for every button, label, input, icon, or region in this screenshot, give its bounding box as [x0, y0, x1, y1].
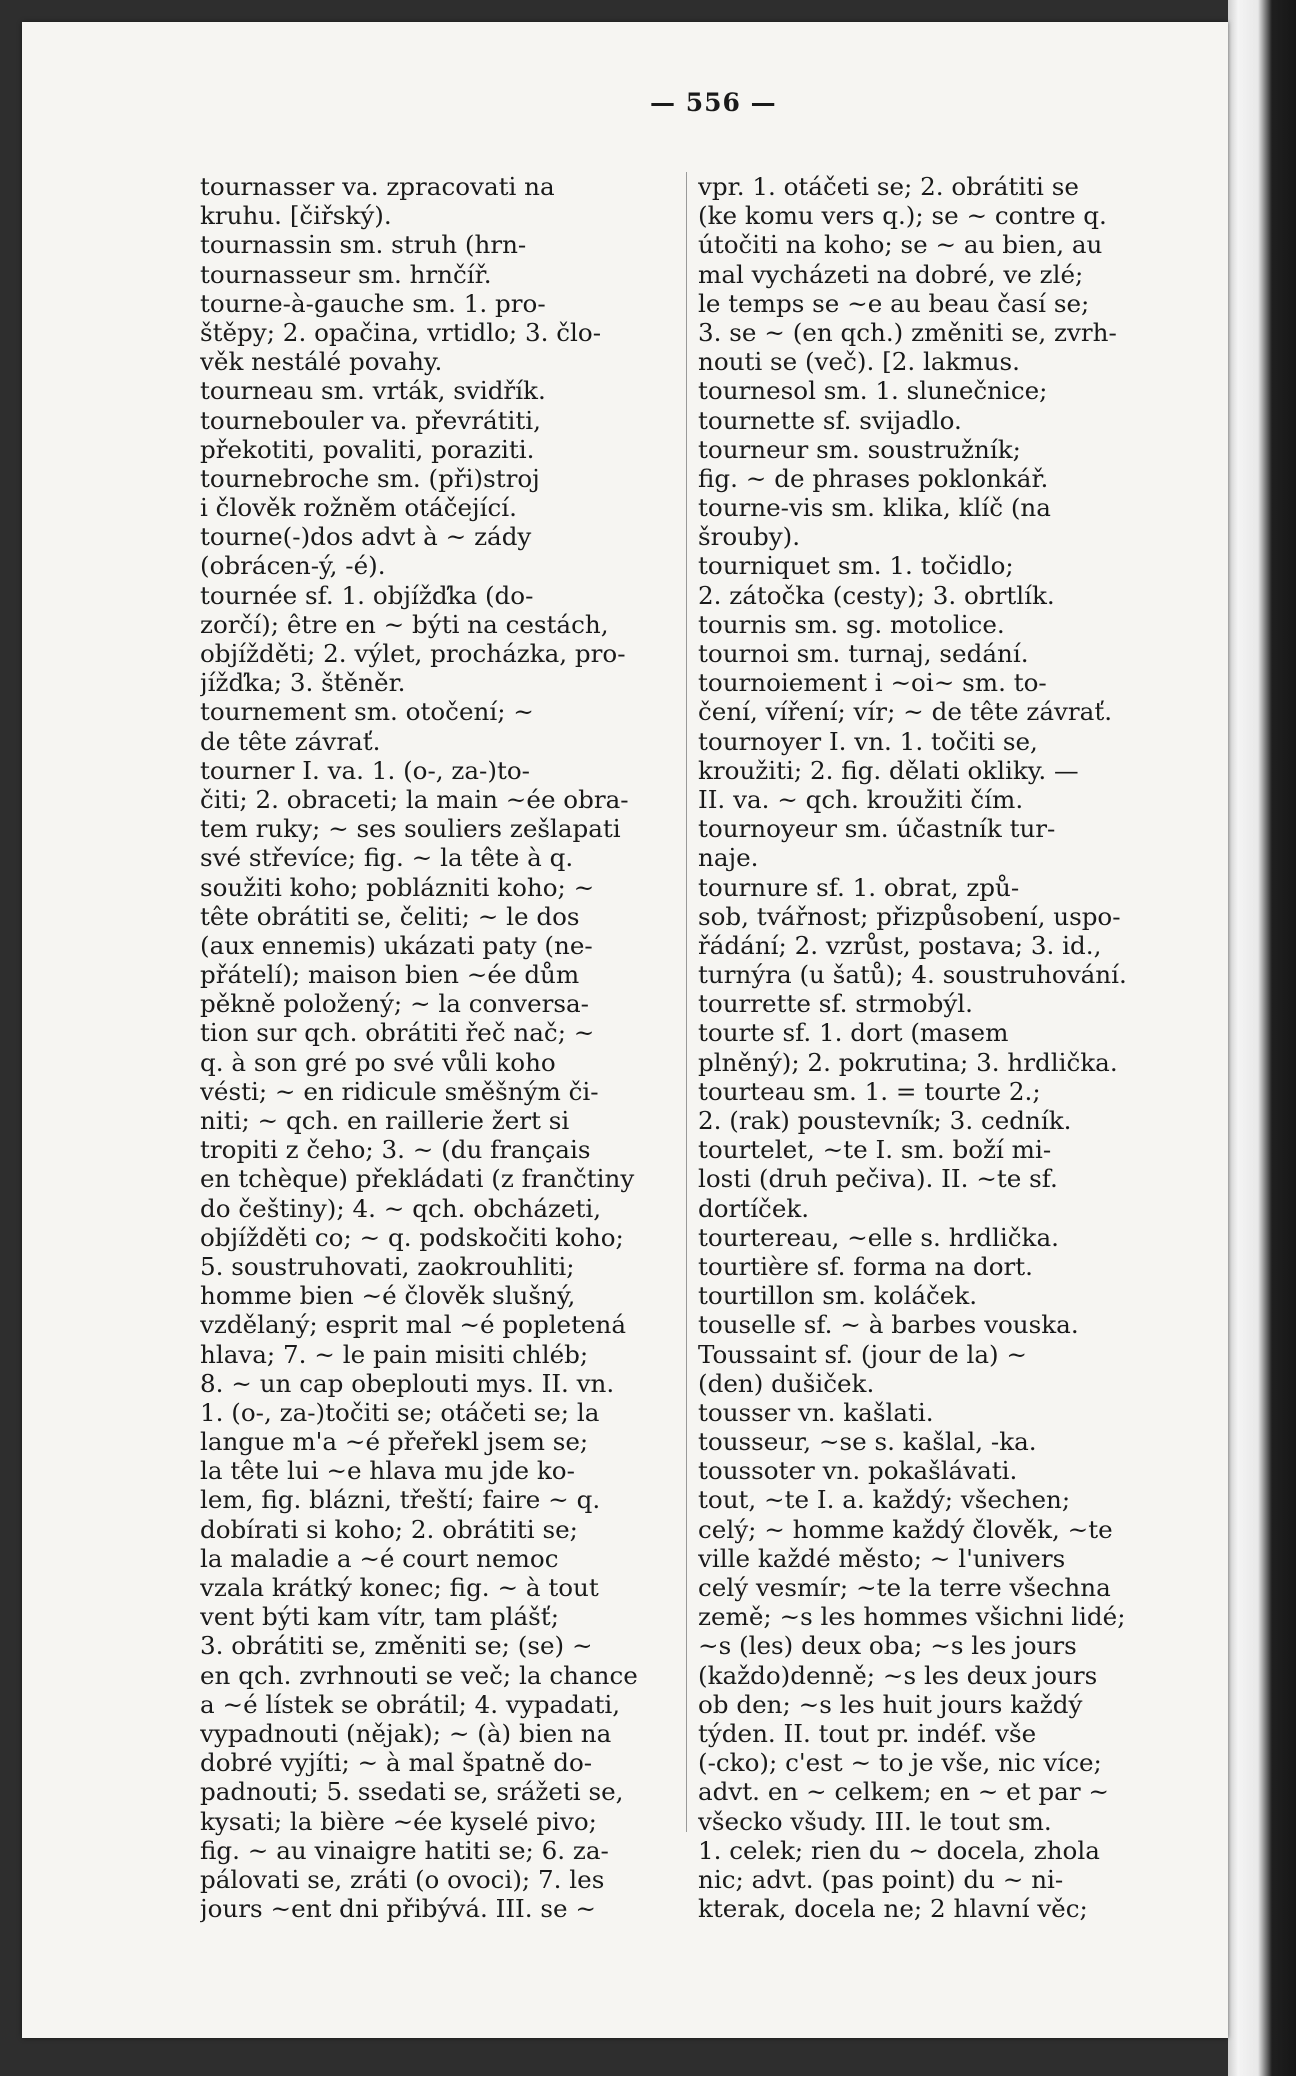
entry-line: q. à son gré po své vůli koho — [200, 1047, 556, 1077]
entry-line: pěkně položený; ~ la conversa- — [200, 989, 589, 1019]
entry-line: sob, tvářnost; přizpůsobení, uspo- — [698, 901, 1121, 931]
entry-line: ville každé město; ~ l'univers — [698, 1543, 1066, 1573]
entry-line: tournebroche sm. (při)stroj — [200, 463, 540, 493]
entry-line: mal vycházeti na dobré, ve zlé; — [698, 259, 1084, 289]
entry-line: ~s (les) deux oba; ~s les jours — [698, 1631, 1077, 1661]
entry-line: tourte sf. 1. dort (masem — [698, 1018, 1009, 1048]
entry-line: čiti; 2. obraceti; la main ~ée obra- — [200, 784, 629, 814]
entry-line: lem, fig. blázni, třeští; faire ~ q. — [200, 1485, 601, 1515]
entry-line: (den) dušiček. — [698, 1368, 875, 1398]
entry-line: šrouby). — [698, 522, 801, 552]
entry-line: dobírati si koho; 2. obrátiti se; — [200, 1514, 578, 1544]
entry-line: soužiti koho; poblázniti koho; ~ — [200, 872, 595, 902]
entry-line: kruhu. [čiřský). — [200, 201, 392, 231]
entry-line: do češtiny); 4. ~ qch. obcházeti, — [200, 1193, 602, 1223]
entry-line: (ke komu vers q.); se ~ contre q. — [698, 201, 1107, 231]
entry-line: týden. II. tout pr. indéf. vše — [698, 1718, 1037, 1748]
entry-line: tournoyeur sm. účastník tur- — [698, 814, 1056, 844]
entry-line: tropiti z čeho; 3. ~ (du français — [200, 1135, 591, 1165]
entry-line: tourtereau, ~elle s. hrdlička. — [698, 1222, 1059, 1252]
entry-line: tournasseur sm. hrnčíř. — [200, 259, 492, 289]
entry-line: la tête lui ~e hlava mu jde ko- — [200, 1456, 575, 1486]
entry-line: tournette sf. svijadlo. — [698, 405, 962, 435]
entry-line: turnýra (u šatů); 4. soustruhování. — [698, 960, 1127, 990]
entry-line: celý; ~ homme každý člověk, ~te — [698, 1514, 1113, 1544]
entry-line: (obrácen-ý, -é). — [200, 551, 386, 581]
entry-line: vent býti kam vítr, tam plášť; — [200, 1602, 559, 1632]
entry-line: tourrette sf. strmobýl. — [698, 989, 973, 1019]
entry-line: nic; advt. (pas point) du ~ ni- — [698, 1864, 1064, 1894]
entry-line: země; ~s les hommes všichni lidé; — [698, 1602, 1126, 1632]
entry-line: objížděti co; ~ q. podskočiti koho; — [200, 1222, 624, 1252]
entry-line: tourne(-)dos advt à ~ zády — [200, 522, 532, 552]
entry-line: tourner I. va. 1. (o-, za-)to- — [200, 755, 530, 785]
entry-line: tournebouler va. převrátiti, — [200, 405, 541, 435]
entry-line: en qch. zvrhnouti se več; la chance — [200, 1660, 638, 1690]
entry-line: tourniquet sm. 1. točidlo; — [698, 551, 1014, 581]
entry-line: tion sur qch. obrátiti řeč nač; ~ — [200, 1018, 595, 1048]
entry-line: Toussaint sf. (jour de la) ~ — [698, 1339, 1028, 1369]
entry-line: naje. — [698, 843, 759, 873]
entry-line: celý vesmír; ~te la terre všechna — [698, 1573, 1111, 1602]
entry-line: 8. ~ un cap obeplouti mys. II. vn. — [200, 1368, 615, 1398]
entry-line: fig. ~ au vinaigre hatiti se; 6. za- — [200, 1835, 609, 1865]
entry-line: (každo)denně; ~s les deux jours — [698, 1660, 1098, 1690]
entry-line: 3. obrátiti se, změniti se; (se) ~ — [200, 1631, 593, 1661]
entry-line: objížděti; 2. výlet, procházka, pro- — [200, 639, 626, 668]
entry-line: (aux ennemis) ukázati paty (ne- — [200, 930, 593, 960]
entry-line: tousseur, ~se s. kašlal, -ka. — [698, 1427, 1037, 1457]
entry-line: a ~é lístek se obrátil; 4. vypadati, — [200, 1689, 621, 1719]
entry-line: tout, ~te I. a. každý; všechen; — [698, 1485, 1071, 1515]
entry-line: tournement sm. otočení; ~ — [200, 697, 534, 727]
entry-line: tournis sm. sg. motolice. — [698, 609, 1005, 639]
entry-line: II. va. ~ qch. kroužiti čím. — [698, 784, 1024, 814]
entry-line: tourneau sm. vrták, svidřík. — [200, 376, 546, 406]
entry-line: 2. (rak) poustevník; 3. cedník. — [698, 1106, 1072, 1135]
column-divider — [686, 172, 687, 1832]
entry-line: tournoyer I. vn. 1. točiti se, — [698, 726, 1038, 756]
entry-line: ob den; ~s les huit jours každý — [698, 1689, 1083, 1719]
entry-line: útočiti na koho; se ~ au bien, au — [698, 230, 1103, 260]
entry-line: dortíček. — [698, 1193, 810, 1223]
entry-line: vypadnouti (nějak); ~ (à) bien na — [200, 1718, 612, 1748]
entry-line: jížďka; 3. štěněr. — [200, 668, 406, 698]
entry-line: losti (druh pečiva). II. ~te sf. — [698, 1164, 1058, 1194]
entry-line: 3. se ~ (en qch.) změniti se, zvrh- — [698, 317, 1117, 347]
entry-line: přátelí); maison bien ~ée dům — [200, 960, 580, 990]
scan-edge — [1228, 0, 1296, 2076]
entry-line: tourne-vis sm. klika, klíč (na — [698, 493, 1051, 523]
entry-line: touselle sf. ~ à barbes vouska. — [698, 1310, 1079, 1340]
entry-line: le temps se ~e au beau časí se; — [698, 288, 1090, 318]
entry-line: (-cko); c'est ~ to je vše, nic více; — [698, 1748, 1102, 1778]
entry-line: tournassin sm. struh (hrn- — [200, 230, 527, 260]
entry-line: štěpy; 2. opačina, vrtidlo; 3. člo- — [200, 317, 602, 347]
entry-line: tourneur sm. soustružník; — [698, 434, 1021, 464]
entry-line: tem ruky; ~ ses souliers zešlapati — [200, 814, 621, 844]
page-number: — 556 — — [650, 88, 777, 117]
entry-line: pálovati se, zráti (o ovoci); 7. les — [200, 1864, 605, 1894]
entry-line: tournasser va. zpracovati na — [200, 172, 555, 201]
entry-line: kroužiti; 2. fig. dělati okliky. — — [698, 755, 1079, 785]
entry-line: tournure sf. 1. obrat, způ- — [698, 872, 1020, 902]
entry-line: jours ~ent dni přibývá. III. se ~ — [200, 1894, 597, 1924]
entry-line: advt. en ~ celkem; en ~ et par ~ — [698, 1777, 1110, 1807]
entry-line: la maladie a ~é court nemoc — [200, 1543, 559, 1573]
entry-line: plněný); 2. pokrutina; 3. hrdlička. — [698, 1047, 1118, 1077]
entry-line: překotiti, povaliti, poraziti. — [200, 434, 535, 464]
entry-line: niti; ~ qch. en raillerie žert si — [200, 1106, 570, 1135]
entry-line: 1. (o-, za-)točiti se; otáčeti se; la — [200, 1397, 600, 1427]
entry-line: tournesol sm. 1. slunečnice; — [698, 376, 1048, 406]
entry-line: 5. soustruhovati, zaokrouhliti; — [200, 1251, 575, 1281]
entry-line: fig. ~ de phrases poklonkář. — [698, 463, 1049, 493]
entry-line: čení, víření; vír; ~ de tête závrať. — [698, 697, 1113, 727]
entry-line: tournoi sm. turnaj, sedání. — [698, 639, 1029, 668]
entry-line: vpr. 1. otáčeti se; 2. obrátiti se — [698, 172, 1079, 201]
entry-line: dobré vyjíti; ~ à mal špatně do- — [200, 1748, 593, 1778]
entry-line: kterak, docela ne; 2 hlavní věc; — [698, 1894, 1088, 1924]
entry-line: nouti se (več). [2. lakmus. — [698, 347, 1021, 377]
entry-line: i člověk rožněm otáčející. — [200, 493, 517, 523]
entry-line: zorčí); être en ~ býti na cestách, — [200, 609, 609, 639]
entry-line: tourtillon sm. koláček. — [698, 1281, 978, 1311]
entry-line: tourteau sm. 1. = tourte 2.; — [698, 1076, 1041, 1106]
entry-line: 1. celek; rien du ~ docela, zhola — [698, 1835, 1100, 1865]
entry-line: tourne-à-gauche sm. 1. pro- — [200, 288, 546, 318]
entry-line: tournée sf. 1. objížďka (do- — [200, 580, 534, 610]
entry-line: de tête závrať. — [200, 726, 381, 756]
entry-line: padnouti; 5. ssedati se, srážeti se, — [200, 1777, 624, 1807]
left-column — [200, 172, 670, 1923]
entry-line: své střevíce; fig. ~ la tête à q. — [200, 843, 574, 873]
right-column — [698, 172, 1176, 1923]
entry-line: langue m'a ~é přeřekl jsem se; — [200, 1427, 589, 1457]
entry-line: vzdělaný; esprit mal ~é popletená — [200, 1310, 627, 1340]
entry-line: tourtière sf. forma na dort. — [698, 1251, 1033, 1281]
entry-line: 2. zátočka (cesty); 3. obrtlík. — [698, 580, 1055, 610]
entry-line: toussoter vn. pokašlávati. — [698, 1456, 1018, 1486]
entry-line: en tchèque) překládati (z frančtiny — [200, 1164, 635, 1194]
entry-line: hlava; 7. ~ le pain misiti chléb; — [200, 1339, 589, 1369]
entry-line: vésti; ~ en ridicule směšným či- — [200, 1076, 599, 1106]
entry-line: všecko všudy. III. le tout sm. — [698, 1806, 1052, 1836]
entry-line: tousser vn. kašlati. — [698, 1397, 934, 1427]
entry-line: tête obrátiti se, čeliti; ~ le dos — [200, 901, 580, 931]
entry-line: homme bien ~é člověk slušný, — [200, 1281, 576, 1311]
entry-line: vzala krátký konec; fig. ~ à tout — [200, 1573, 599, 1602]
entry-line: řádání; 2. vzrůst, postava; 3. id., — [698, 930, 1102, 960]
entry-line: kysati; la bière ~ée kyselé pivo; — [200, 1806, 597, 1836]
entry-line: tournoiement i ~oi~ sm. to- — [698, 668, 1047, 698]
entry-line: věk nestálé povahy. — [200, 347, 443, 377]
entry-line: tourtelet, ~te I. sm. boží mi- — [698, 1135, 1052, 1165]
